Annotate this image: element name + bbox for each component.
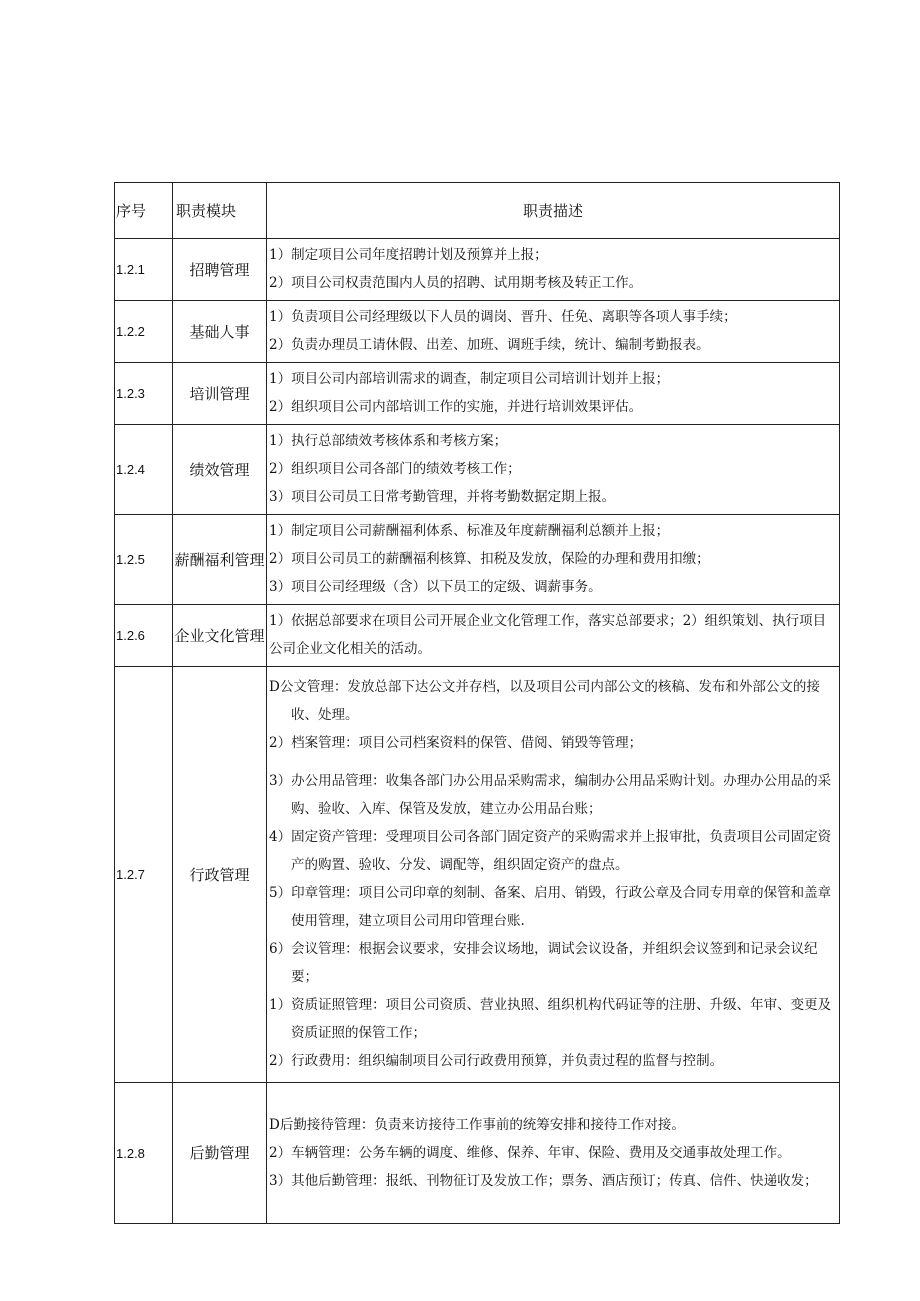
list-item: 2）档案管理：项目公司档案资料的保管、借阅、销毁等管理； [269, 735, 643, 751]
row-number: 1.2.6 [115, 605, 173, 667]
row-module: 企业文化管理 [173, 605, 267, 667]
list-item: 2）车辆管理：公务车辆的调度、维修、保养、年审、保险、费用及交通事故处理工作。 [269, 1144, 791, 1161]
table-row [115, 515, 840, 605]
row-number: 1.2.3 [115, 363, 173, 425]
list-item: D公文管理：发放总部下达公文并存档，以及项目公司内部公文的核稿、发布和外部公文的接收、处理。 [269, 679, 820, 723]
list-item: 1）执行总部绩效考核体系和考核方案； [269, 433, 508, 449]
row-description [267, 363, 840, 425]
row-module: 绩效管理 [173, 425, 267, 515]
description-paragraph: 1）依据总部要求在项目公司开展企业文化管理工作，落实总部要求；2）组织策划、执行项目公司企业文化相关的活动。 [269, 613, 827, 657]
row-module: 基础人事 [173, 301, 267, 363]
row-description [267, 301, 840, 363]
list-item: 2）行政费用：组织编制项目公司行政费用预算，并负责过程的监督与控制。 [269, 1053, 724, 1069]
list-item: 2）项目公司员工的薪酬福利核算、扣税及发放，保险的办理和费用扣缴； [269, 551, 710, 567]
row-number: 1.2.7 [115, 667, 173, 1083]
row-description [267, 239, 840, 301]
list-item: 2）组织项目公司内部培训工作的实施，并进行培训效果评估。 [269, 399, 643, 415]
list-item: 3）项目公司员工日常考勤管理，并将考勤数据定期上报。 [269, 489, 616, 505]
row-module: 行政管理 [173, 667, 267, 1083]
list-item: 2）组织项目公司各部门的绩效考核工作； [269, 461, 521, 477]
list-item: 1）制定项目公司年度招聘计划及预算并上报； [269, 247, 548, 263]
row-number: 1.2.4 [115, 425, 173, 515]
list-item: 1）项目公司内部培训需求的调查，制定项目公司培训计划并上报； [269, 371, 670, 387]
list-item: 3）项目公司经理级（含）以下员工的定级、调薪事务。 [269, 579, 602, 595]
table-row [115, 425, 840, 515]
row-number: 1.2.2 [115, 301, 173, 363]
list-item: 2）项目公司权责范围内人员的招聘、试用期考核及转正工作。 [269, 275, 643, 291]
table-row [115, 605, 840, 667]
table-row [115, 301, 840, 363]
row-description [267, 515, 840, 605]
list-item: 5）印章管理：项目公司印章的刻制、备案、启用、销毁，行政公章及合同专用章的保管和盖章使用管理，建立项目公司用印管理台账. [269, 885, 832, 929]
row-number: 1.2.8 [115, 1083, 173, 1224]
table-row [115, 1083, 840, 1224]
row-number: 1.2.1 [115, 239, 173, 301]
list-item: 1）制定项目公司薪酬福利体系、标准及年度薪酬福利总额并上报； [269, 523, 670, 539]
table-header-row [115, 183, 840, 239]
row-module: 培训管理 [173, 363, 267, 425]
table-row [115, 363, 840, 425]
row-number: 1.2.5 [115, 515, 173, 605]
table-row [115, 239, 840, 301]
header-description: 职责描述 [267, 183, 840, 239]
row-module: 后勤管理 [173, 1083, 267, 1224]
header-module: 职责模块 [173, 183, 267, 239]
row-module: 招聘管理 [173, 239, 267, 301]
row-module: 薪酬福利管理 [173, 515, 267, 605]
duty-table [114, 182, 840, 1224]
list-item: 3）其他后勤管理：报纸、刊物征订及发放工作；票务、酒店预订；传真、信件、快递收发； [269, 1172, 818, 1189]
row-description [267, 1083, 840, 1224]
list-item: 6）会议管理：根据会议要求，安排会议场地，调试会议设备，并组织会议签到和记录会议纪要； [269, 941, 818, 985]
row-description [267, 605, 840, 667]
row-description [267, 425, 840, 515]
list-item: 2）负责办理员工请休假、出差、加班、调班手续，统计、编制考勤报表。 [269, 337, 710, 353]
list-item: 1）资质证照管理：项目公司资质、营业执照、组织机构代码证等的注册、升级、年审、变更及资质证照的保管工作； [269, 997, 832, 1041]
list-item: 4）固定资产管理：受理项目公司各部门固定资产的采购需求并上报审批，负责项目公司固定资产的购置、验收、分发、调配等，组织固定资产的盘点。 [269, 829, 832, 873]
row-description [267, 667, 840, 1083]
header-no: 序号 [115, 183, 173, 239]
list-item: D后勤接待管理：负责来访接待工作事前的统筹安排和接待工作对接。 [269, 1116, 685, 1133]
list-item: 1）负责项目公司经理级以下人员的调岗、晋升、任免、离职等各项人事手续； [269, 309, 737, 325]
list-item: 3）办公用品管理：收集各部门办公用品采购需求，编制办公用品采购计划。办理办公用品的采购、验收、入库、保管及发放，建立办公用品台账； [269, 773, 832, 817]
table-row [115, 667, 840, 1083]
